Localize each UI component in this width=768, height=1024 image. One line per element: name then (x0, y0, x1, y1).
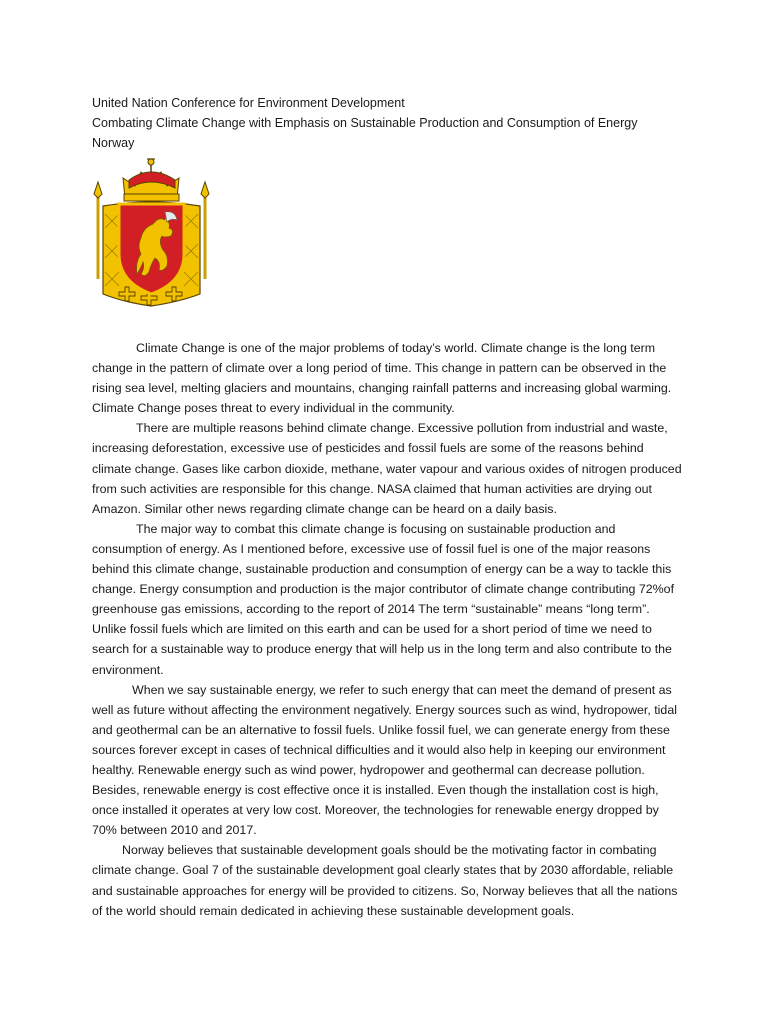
document-body (92, 338, 684, 921)
country-name: Norway (92, 136, 135, 150)
norway-coat-of-arms-icon (89, 154, 214, 314)
crown (123, 159, 179, 201)
paragraph-4: When we say sustainable energy, we refer to such energy that can meet the demand of present as well as future without affecting the environment negatively. Energy sources such as wind, hydropower, tidal and geothermal can be an alternative to fossil fuels. Unlike fossil fuel, we can generate energy from these sources forever except in cases of technical difficulties and it would also help in keeping our environment healthy. Renewable energy such as wind power, hydropower and geothermal can decrease pollution. Besides, renewable energy is cost effective once it is installed. Even though the installation cost is high, once installed it operates at very low cost. Moreover, the technologies for renewable energy dropped by 70% between 2010 and 2017. (92, 682, 677, 838)
conference-title: United Nation Conference for Environment Development (92, 96, 405, 110)
paragraph-1: Climate Change is one of the major problems of today’s world. Climate change is the long term change in the pattern of climate over a long period of time. This change in pattern can be observed in the rising sea level, melting glaciers and mountains, changing rainfall patterns and increasing global warming. Climate Change poses threat to every individual in the community. (92, 341, 672, 416)
document-header (92, 93, 692, 153)
topic-title: Combating Climate Change with Emphasis on Sustainable Production and Consumption of Energy (92, 116, 638, 130)
right-spear (201, 182, 209, 279)
paragraph-2: There are multiple reasons behind climate change. Excessive pollution from industrial and waste, increasing deforestation, excessive use of pesticides and fossil fuels are some of the reasons behind climate change. Gases like carbon dioxide, methane, water vapour and various oxides of nitrogen produced from such activities are responsible for this change. NASA claimed that human activities are drying out Amazon. Similar other news regarding climate change can be heard on a daily basis. (92, 421, 682, 516)
left-spear (94, 182, 102, 279)
paragraph-3: The major way to combat this climate change is focusing on sustainable production and consumption of energy. As I mentioned before, excessive use of fossil fuel is one of the major reasons behind this climate change, sustainable production and consumption of energy can be a way to tackle this change. Energy consumption and production is the major contributor of climate change contributing 72%of greenhouse gas emissions, according to the report of 2014 The term “sustainable” means “long term”. Unlike fossil fuels which are limited on this earth and can be used for a short period of time we need to search for a sustainable way to produce energy that will help us in the long term and also contribute to the environment. (92, 521, 675, 677)
paragraph-5: Norway believes that sustainable development goals should be the motivating factor in combating climate change. Goal 7 of the sustainable development goal clearly states that by 2030 affordable, reliable and sustainable approaches for energy will be provided to citizens. So, Norway believes that all the nations of the world should remain dedicated in achieving these sustainable development goals. (92, 843, 678, 918)
